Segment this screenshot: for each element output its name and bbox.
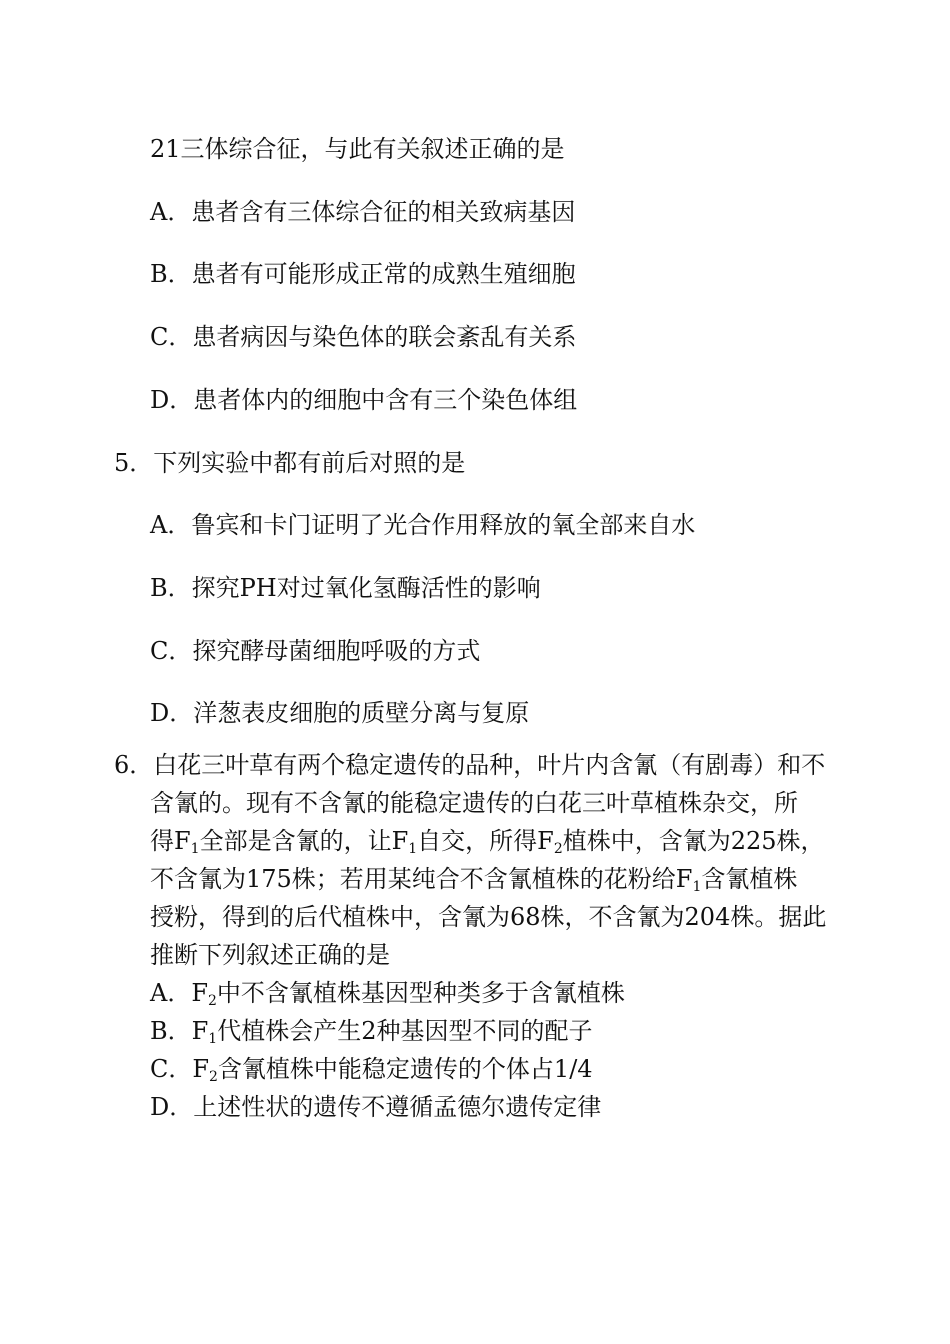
question-5-option-d: D．洋葱表皮细胞的质壁分离与复原 xyxy=(150,699,530,727)
question-6-stem-line-1: 6．白花三叶草有两个稳定遗传的品种，叶片内含氰（有剧毒）和不 xyxy=(114,751,826,779)
text-run: A．F xyxy=(150,979,208,1007)
subscript: 1 xyxy=(208,1031,218,1047)
question-4-option-a: A．患者含有三体综合征的相关致病基因 xyxy=(150,198,576,226)
text-run: 植株中，含氰为225株， xyxy=(562,827,825,855)
question-6-stem-line-3 xyxy=(150,826,825,864)
question-6-stem-line-4 xyxy=(150,864,797,902)
question-4-option-d: D．患者体内的细胞中含有三个染色体组 xyxy=(150,386,578,414)
text-run: 代植株会产生2种基因型不同的配子 xyxy=(217,1017,593,1045)
question-5-option-b: B．探究PH对过氧化氢酶活性的影响 xyxy=(150,574,541,602)
question-6-option-b xyxy=(150,1016,593,1054)
text-run: 得F xyxy=(150,827,191,855)
text-run: 不含氰为175株；若用某纯合不含氰植株的花粉给F xyxy=(150,865,693,893)
text-run: C．F xyxy=(150,1055,210,1083)
text-run: 自交，所得F xyxy=(417,827,554,855)
text-run: 含氰植株 xyxy=(701,865,798,893)
subscript: 2 xyxy=(207,993,217,1009)
subscript: 1 xyxy=(692,879,702,895)
question-4-option-b: B．患者有可能形成正常的成熟生殖细胞 xyxy=(150,260,576,288)
question-4-option-c: C．患者病因与染色体的联会紊乱有关系 xyxy=(150,323,577,351)
question-6-stem-line-5: 授粉，得到的后代植株中，含氰为68株，不含氰为204株。据此 xyxy=(150,903,827,931)
question-6-stem-line-6: 推断下列叙述正确的是 xyxy=(150,941,390,969)
subscript: 1 xyxy=(408,841,418,857)
question-6-option-c xyxy=(150,1054,593,1092)
question-6-stem-line-2: 含氰的。现有不含氰的能稳定遗传的白花三叶草植株杂交，所 xyxy=(150,789,798,817)
question-5-stem: 5．下列实验中都有前后对照的是 xyxy=(114,449,466,477)
text-run: B．F xyxy=(150,1017,209,1045)
text-run: 全部是含氰的，让F xyxy=(199,827,409,855)
question-6-option-a xyxy=(150,978,625,1016)
question-5-option-a: A．鲁宾和卡门证明了光合作用释放的氧全部来自水 xyxy=(150,511,696,539)
subscript: 2 xyxy=(553,841,563,857)
text-run: 中不含氰植株基因型种类多于含氰植株 xyxy=(216,979,625,1007)
text-run: 含氰植株中能稳定遗传的个体占1/4 xyxy=(217,1055,593,1083)
question-6-option-d: D．上述性状的遗传不遵循孟德尔遗传定律 xyxy=(150,1093,602,1121)
question-4-stem-tail: 21三体综合征，与此有关叙述正确的是 xyxy=(150,135,565,163)
subscript: 1 xyxy=(190,841,200,857)
question-5-option-c: C．探究酵母菌细胞呼吸的方式 xyxy=(150,637,481,665)
subscript: 2 xyxy=(209,1069,218,1085)
